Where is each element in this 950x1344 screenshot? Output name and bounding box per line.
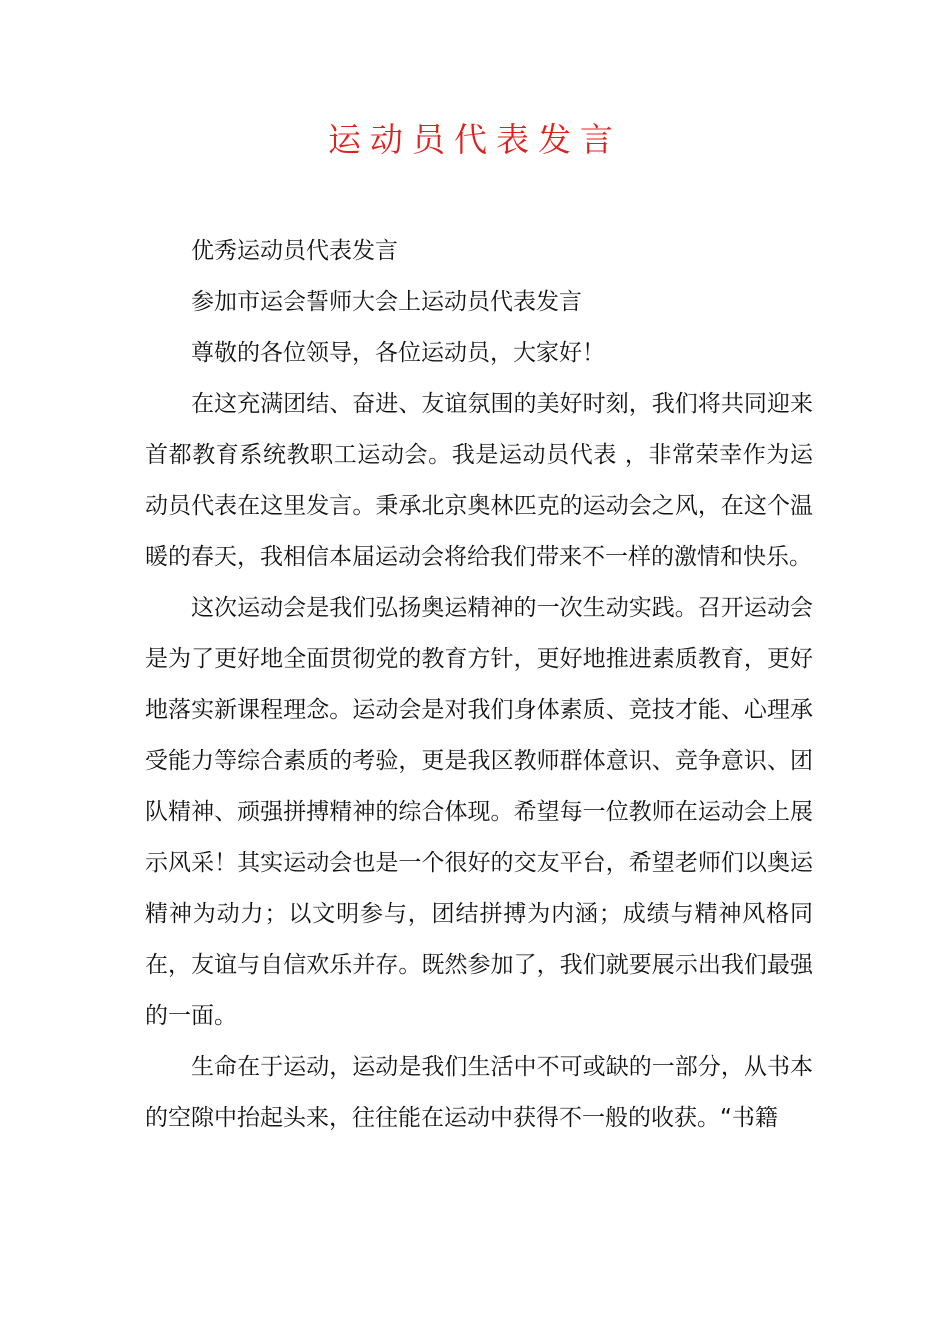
paragraph-life-sports: 生命在于运动，运动是我们生活中不可或缺的一部分，从书本的空隙中抬起头来，往往能在运动中获得不一般的收获。“书籍 — [145, 1054, 813, 1131]
document-title: 运动员代表发言 — [328, 120, 622, 159]
paragraph-subheading: 参加市运会誓师大会上运动员代表发言 — [191, 289, 582, 315]
paragraph-heading: 优秀运动员代表发言 — [191, 238, 398, 264]
paragraph-greeting: 尊敬的各位领导，各位运动员，大家好！ — [191, 340, 605, 366]
paragraph-intro: 在这充满团结、奋进、友谊氛围的美好时刻，我们将共同迎来首都教育系统教职工运动会。我是运动员代表 ，非常荣幸作为运动员代表在这里发言。秉承北京奥林匹克的运动会之风，在这个温暖的春天，我相信本届运动会将给我们带来不一样的激情和快乐。 — [145, 391, 813, 570]
paragraph-olympic-spirit: 这次运动会是我们弘扬奥运精神的一次生动实践。召开运动会是为了更好地全面贯彻党的教育方针，更好地推进素质教育，更好地落实新课程理念。运动会是对我们身体素质、竞技才能、心理承受能力等综合素质的考验，更是我区教师群体意识、竞争意识、团队精神、顽强拼搏精神的综合体现。希望每一位教师在运动会上展示风采！其实运动会也是一个很好的交友平台，希望老师们以奥运精神为动力；以文明参与，团结拼搏为内涵；成绩与精神风格同在，友谊与自信欢乐并存。既然参加了，我们就要展示出我们最强的一面。 — [145, 595, 813, 1029]
document-body — [145, 226, 813, 1144]
